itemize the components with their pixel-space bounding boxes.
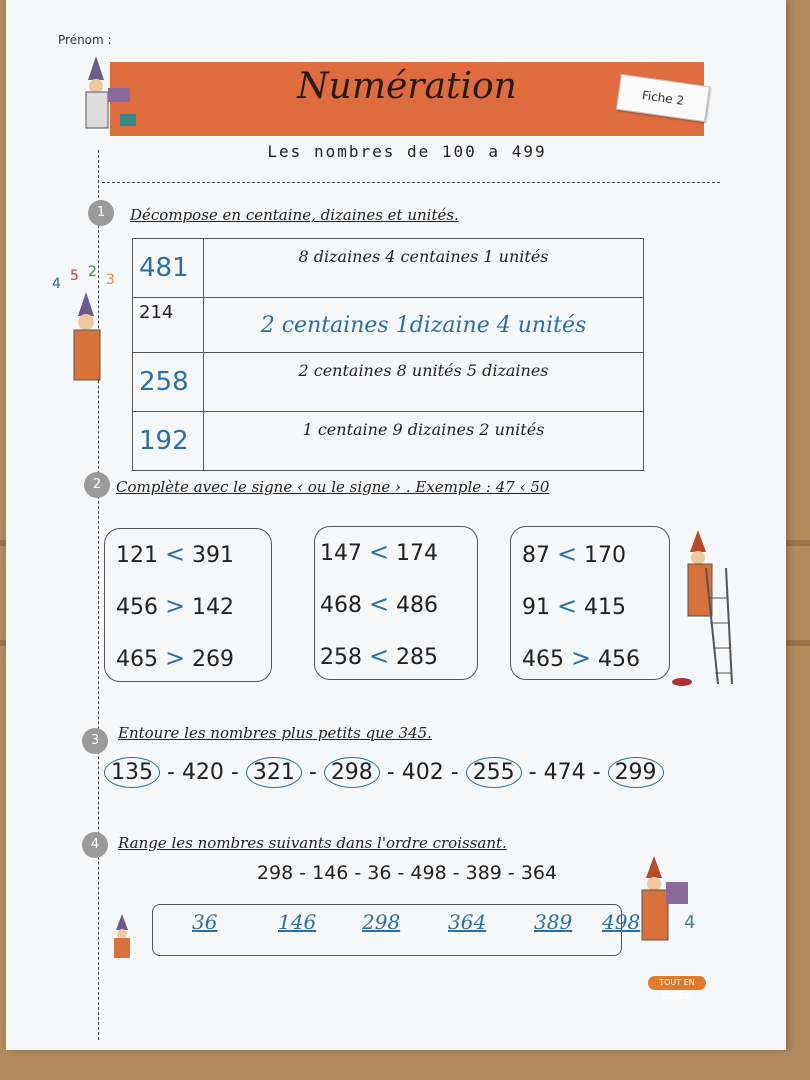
exercise-4-number: 4 bbox=[82, 832, 108, 858]
worksheet-title: Numération bbox=[297, 66, 517, 107]
comparison-sign: < bbox=[368, 642, 390, 670]
prenom-label: Prénom : bbox=[58, 33, 112, 47]
number: 474 bbox=[543, 760, 586, 785]
answer-number: 498 bbox=[602, 910, 641, 934]
number-cell: 258 bbox=[133, 353, 204, 412]
table-row bbox=[133, 412, 644, 471]
answer-number: 389 bbox=[534, 910, 573, 934]
comparison-sign: < bbox=[164, 540, 186, 568]
svg-text:4: 4 bbox=[684, 912, 696, 933]
number: 402 bbox=[401, 760, 444, 785]
wizard-ladder-illustration bbox=[668, 528, 738, 688]
exercise-3-instruction: Entoure les nombres plus petits que 345. bbox=[118, 724, 432, 742]
comparison-sign: > bbox=[164, 644, 186, 672]
circled-number: 135 bbox=[104, 757, 160, 788]
wizard-juggling-illustration bbox=[50, 258, 130, 388]
dashed-divider bbox=[102, 182, 720, 183]
comparison-item: 121 < 391 bbox=[116, 540, 234, 568]
exercise-2-instruction: Complète avec le signe ‹ ou le signe › . Exemple : 47 ‹ 50 bbox=[116, 478, 550, 496]
comparison-item: 147 < 174 bbox=[320, 538, 438, 566]
exercise-3-number: 3 bbox=[82, 728, 108, 754]
worksheet-subtitle: Les nombres de 100 a 499 bbox=[267, 142, 547, 161]
decomposition-table bbox=[132, 238, 644, 471]
table-row bbox=[133, 239, 644, 298]
svg-text:5: 5 bbox=[70, 268, 79, 284]
svg-text:3: 3 bbox=[106, 272, 115, 288]
circled-number: 298 bbox=[324, 757, 380, 788]
circled-number: 255 bbox=[466, 757, 522, 788]
comparison-sign: < bbox=[556, 540, 578, 568]
publisher-logo: TOUT EN GRAND bbox=[648, 976, 706, 990]
comparison-item: 258 < 285 bbox=[320, 642, 438, 670]
circled-number: 321 bbox=[246, 757, 302, 788]
decomposition-cell: 8 dizaines 4 centaines 1 unités bbox=[204, 239, 644, 298]
exercise-2-number: 2 bbox=[84, 472, 110, 498]
decomposition-cell: 2 centaines 1dizaine 4 unités bbox=[204, 298, 644, 353]
svg-text:2: 2 bbox=[88, 264, 97, 280]
table-row bbox=[133, 298, 644, 353]
fiche-label: Fiche 2 bbox=[616, 74, 710, 122]
table-row bbox=[133, 353, 644, 412]
answer-number: 36 bbox=[192, 910, 218, 934]
comparison-sign: < bbox=[368, 538, 390, 566]
answer-number: 298 bbox=[362, 910, 401, 934]
answer-number: 364 bbox=[448, 910, 487, 934]
answer-number: 146 bbox=[278, 910, 317, 934]
comparison-item: 456 > 142 bbox=[116, 592, 234, 620]
circled-number: 299 bbox=[608, 757, 664, 788]
small-wizard-illustration bbox=[102, 912, 142, 962]
exercise-4-instruction: Range les nombres suivants dans l'ordre croissant. bbox=[118, 834, 507, 852]
wizard-illustration bbox=[74, 52, 144, 152]
comparison-item: 87 < 170 bbox=[522, 540, 626, 568]
number-cell: 192 bbox=[133, 412, 204, 471]
comparison-sign: > bbox=[164, 592, 186, 620]
number-sequence: 298 - 146 - 36 - 498 - 389 - 364 bbox=[256, 862, 558, 884]
number-cell: 481 bbox=[133, 239, 204, 298]
comparison-item: 468 < 486 bbox=[320, 590, 438, 618]
comparison-sign: > bbox=[570, 644, 592, 672]
comparison-sign: < bbox=[368, 590, 390, 618]
number-cell: 214 bbox=[133, 298, 204, 353]
comparison-item: 465 > 456 bbox=[522, 644, 640, 672]
decomposition-cell: 1 centaine 9 dizaines 2 unités bbox=[204, 412, 644, 471]
number: 420 bbox=[181, 760, 224, 785]
comparison-item: 465 > 269 bbox=[116, 644, 234, 672]
exercise-1-instruction: Décompose en centaine, dizaines et unités. bbox=[130, 206, 459, 224]
exercise-1-number: 1 bbox=[88, 200, 114, 226]
comparison-item: 91 < 415 bbox=[522, 592, 626, 620]
number-row: 135 - 420 - 321 - 298 - 402 - 255 - 474 - 299 bbox=[104, 757, 664, 788]
comparison-sign: < bbox=[556, 592, 578, 620]
svg-text:4: 4 bbox=[52, 276, 61, 292]
worksheet bbox=[6, 0, 786, 1050]
decomposition-cell: 2 centaines 8 unités 5 dizaines bbox=[204, 353, 644, 412]
